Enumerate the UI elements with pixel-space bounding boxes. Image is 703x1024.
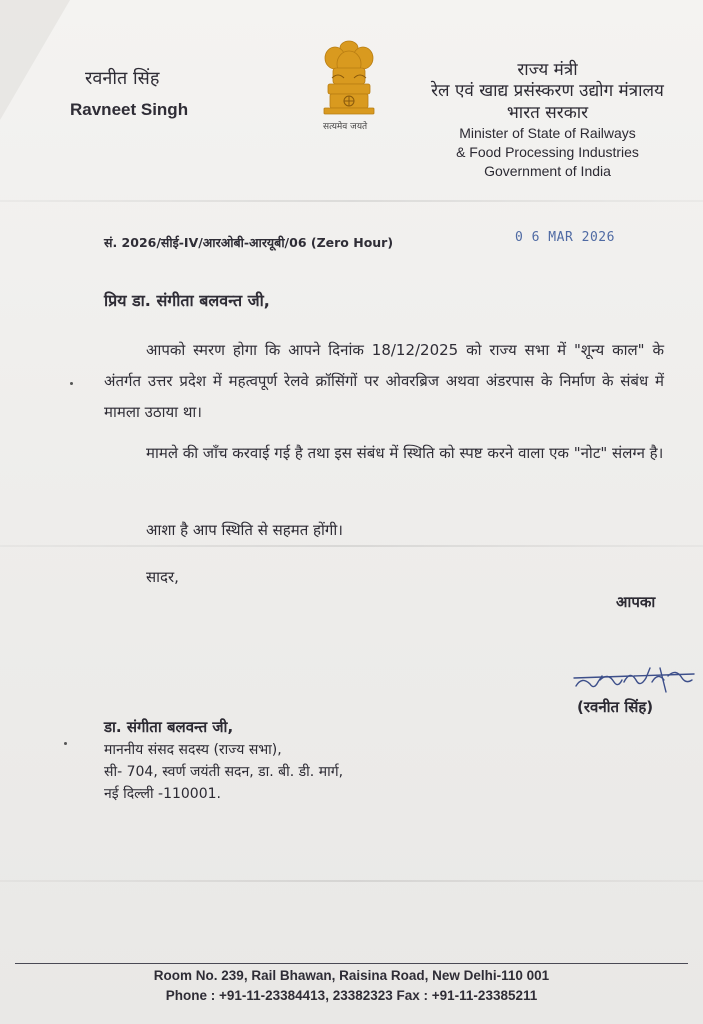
addressee-name: डा. संगीता बलवन्त जी, [104,718,234,736]
footer-contact: Phone : +91-11-23384413, 23382323 Fax : +91-11-23385211 [165,988,538,1003]
addressee-line-3: नई दिल्ली -110001. [104,786,221,802]
title-english-line-3: Government of India [484,163,611,179]
signatory-name: (रवनीत सिंह) [577,698,654,716]
salutation: प्रिय डा. संगीता बलवन्त जी, [104,291,270,310]
emblem-motto: सत्यमेव जयते [323,122,368,132]
footer-divider [15,963,688,964]
body-paragraph-1: आपको स्मरण होगा कि आपने दिनांक 18/12/2025 को राज्य सभा में "शून्य काल" के अंतर्गत उत्तर प्रदेश में महत्वपूर्ण रेलवे क्रॉसिंगों पर ओवरब्रिज अथवा अंडरपास के निर्माण के संबंध में मामला उठाया था। [104,341,664,421]
title-hindi-line-3: भारत सरकार [506,103,589,123]
paper-crease [0,545,703,547]
footer-address: Room No. 239, Rail Bhawan, Raisina Road, New Delhi-110 001 [153,968,550,983]
paper-speck [70,382,73,385]
title-english-line-2: & Food Processing Industries [456,144,639,160]
minister-title-block [420,60,675,181]
title-english-line-1: Minister of State of Railways [459,125,636,141]
addressee-line-2: सी- 704, स्वर्ण जयंती सदन, डा. बी. डी. मार्ग, [104,764,344,780]
title-hindi-line-2: रेल एवं खाद्य प्रसंस्करण उद्योग मंत्रालय [431,81,664,101]
folded-corner [0,0,70,120]
paper-speck [64,742,67,745]
yours-sincerely: आपका [616,593,656,611]
sender-name-english: Ravneet Singh [70,100,189,119]
paper-crease [0,200,703,202]
addressee-line-1: माननीय संसद सदस्य (राज्य सभा), [104,742,282,758]
date-stamp: 0 6 MAR 2026 [515,230,615,245]
body-paragraph-2: मामले की जाँच करवाई गई है तथा इस संबंध में स्थिति को स्पष्ट करने वाला एक "नोट" संलग्न है। [146,444,664,462]
paper-crease [0,880,703,882]
reference-number: सं. 2026/सीई-IV/आरओबी-आरयूबी/06 (Zero Hour) [104,235,394,250]
closing: सादर, [146,568,179,586]
title-hindi-line-1: राज्य मंत्री [517,60,578,80]
body-paragraph-3: आशा है आप स्थिति से सहमत होंगी। [146,521,343,539]
sender-name-hindi: रवनीत सिंह [85,68,160,89]
